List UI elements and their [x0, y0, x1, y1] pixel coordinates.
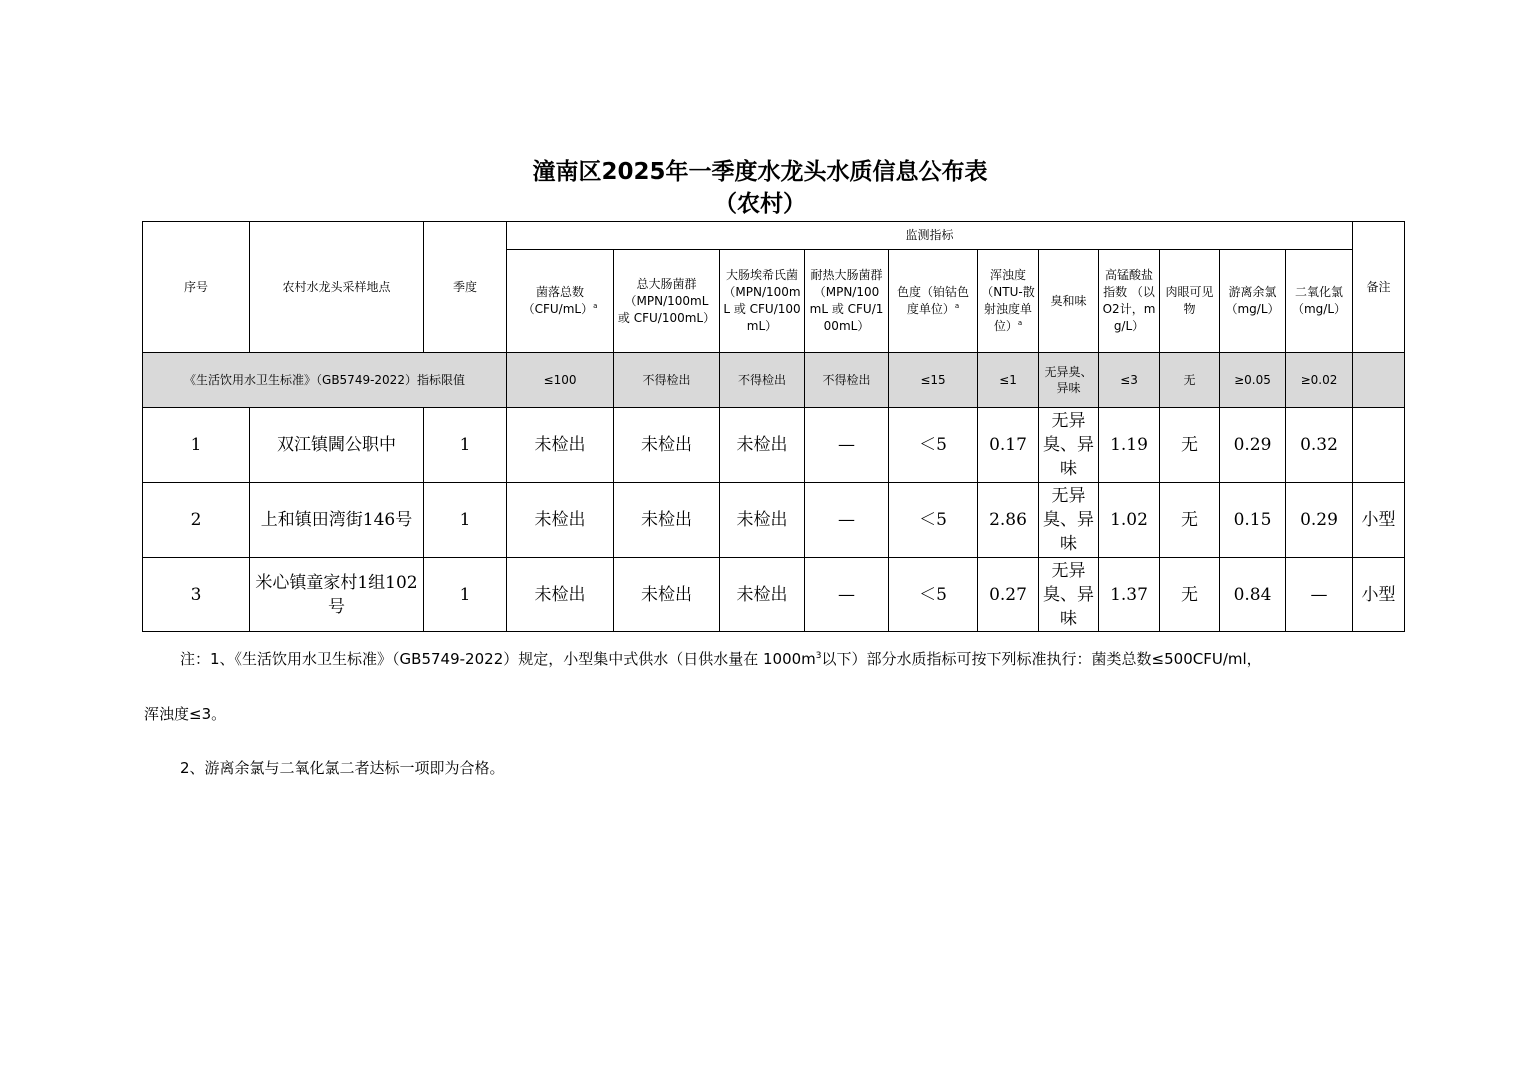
note-1	[144, 648, 1442, 670]
header-visible-matter: 肉眼可见物	[1160, 250, 1220, 353]
header-remark: 备注	[1353, 222, 1405, 353]
row-value: 未检出	[507, 408, 614, 483]
row-value: 未检出	[720, 483, 805, 558]
note-1-superscript: 3	[815, 651, 822, 661]
row-value: 1.37	[1099, 558, 1160, 632]
standard-value: ≤3	[1099, 353, 1160, 408]
header-permanganate-index: 高锰酸盐指数 （以O2计，mg/L）	[1099, 250, 1160, 353]
standard-value: 不得检出	[805, 353, 889, 408]
row-value: 0.84	[1220, 558, 1286, 632]
title-line-1: 潼南区2025年一季度水龙头水质信息公布表	[532, 159, 988, 185]
note-1-continuation: 浑浊度≤3。	[144, 705, 227, 723]
row-site: 米心镇童家村1组102号	[250, 558, 424, 632]
table-row	[143, 483, 1405, 558]
water-quality-table	[142, 221, 1405, 632]
standard-row	[143, 353, 1405, 408]
row-value: 2.86	[978, 483, 1039, 558]
row-value: —	[805, 558, 889, 632]
table-row	[143, 408, 1405, 483]
standard-value: 不得检出	[720, 353, 805, 408]
standard-value: ≤100	[507, 353, 614, 408]
note-2: 2、游离余氯与二氧化氯二者达标一项即为合格。	[180, 759, 505, 777]
row-value: 未检出	[507, 483, 614, 558]
header-e-coli: 大肠埃希氏菌 （MPN/100mL 或 CFU/100mL）	[720, 250, 805, 353]
row-value: 无异臭、异味	[1039, 483, 1099, 558]
header-seq: 序号	[143, 222, 250, 353]
header-odor-taste: 臭和味	[1039, 250, 1099, 353]
row-quarter: 1	[424, 483, 507, 558]
row-value: 无	[1160, 558, 1220, 632]
table-row	[143, 558, 1405, 632]
row-quarter: 1	[424, 408, 507, 483]
row-value: ＜5	[889, 408, 978, 483]
row-value: 1.02	[1099, 483, 1160, 558]
row-value: 未检出	[614, 483, 720, 558]
header-free-chlorine: 游离余氯 （mg/L）	[1220, 250, 1286, 353]
standard-remark	[1353, 353, 1405, 408]
row-value: 未检出	[720, 558, 805, 632]
row-site: 双江镇閪公职中	[250, 408, 424, 483]
header-chlorine-dioxide: 二氧化氯 （mg/L）	[1286, 250, 1353, 353]
row-value: 0.27	[978, 558, 1039, 632]
row-remark: 小型	[1353, 483, 1405, 558]
row-seq: 1	[143, 408, 250, 483]
standard-value: ≥0.05	[1220, 353, 1286, 408]
row-value: —	[1286, 558, 1353, 632]
row-value: 未检出	[507, 558, 614, 632]
standard-value: ≥0.02	[1286, 353, 1353, 408]
row-value: 0.32	[1286, 408, 1353, 483]
row-value: —	[805, 408, 889, 483]
row-value: —	[805, 483, 889, 558]
header-color: 色度（铂钴色度单位）$^a$	[889, 250, 978, 353]
row-seq: 3	[143, 558, 250, 632]
row-remark	[1353, 408, 1405, 483]
page-title	[0, 156, 1520, 220]
row-seq: 2	[143, 483, 250, 558]
standard-value: 无	[1160, 353, 1220, 408]
row-value: 未检出	[720, 408, 805, 483]
standard-label: 《生活饮用水卫生标准》（GB5749-2022）指标限值	[143, 353, 507, 408]
note-1-text-cont: 以下）部分水质指标可按下列标准执行：菌类总数≤500CFU/ml，	[821, 650, 1262, 668]
row-site: 上和镇田湾街146号	[250, 483, 424, 558]
standard-value: ≤1	[978, 353, 1039, 408]
header-turbidity: 浑浊度 （NTU-散射浊度单位）$^a$	[978, 250, 1039, 353]
header-total-coliform: 总大肠菌群 （MPN/100mL 或 CFU/100mL）	[614, 250, 720, 353]
standard-value: 不得检出	[614, 353, 720, 408]
note-prefix: 注：	[180, 650, 211, 668]
row-value: 0.29	[1220, 408, 1286, 483]
row-value: 未检出	[614, 558, 720, 632]
row-value: 无异臭、异味	[1039, 408, 1099, 483]
header-quarter: 季度	[424, 222, 507, 353]
row-value: 未检出	[614, 408, 720, 483]
row-value: 0.17	[978, 408, 1039, 483]
row-value: ＜5	[889, 483, 978, 558]
row-value: 1.19	[1099, 408, 1160, 483]
standard-value: 无异臭、异味	[1039, 353, 1099, 408]
header-thermotolerant-coliform: 耐热大肠菌群 （MPN/100mL 或 CFU/100mL）	[805, 250, 889, 353]
header-site: 农村水龙头采样地点	[250, 222, 424, 353]
row-value: 无	[1160, 408, 1220, 483]
row-value: 0.15	[1220, 483, 1286, 558]
title-line-2: （农村）	[714, 191, 806, 217]
header-indicator-group: 监测指标	[507, 222, 1353, 250]
row-quarter: 1	[424, 558, 507, 632]
row-value: 0.29	[1286, 483, 1353, 558]
row-value: ＜5	[889, 558, 978, 632]
note-1-text: 1、《生活饮用水卫生标准》（GB5749-2022）规定，小型集中式供水（日供水量在 1000m	[210, 650, 816, 668]
row-value: 无异臭、异味	[1039, 558, 1099, 632]
row-remark: 小型	[1353, 558, 1405, 632]
standard-value: ≤15	[889, 353, 978, 408]
header-colony-count: 菌落总数 $(CFU/mL)^a$	[507, 250, 614, 353]
row-value: 无	[1160, 483, 1220, 558]
